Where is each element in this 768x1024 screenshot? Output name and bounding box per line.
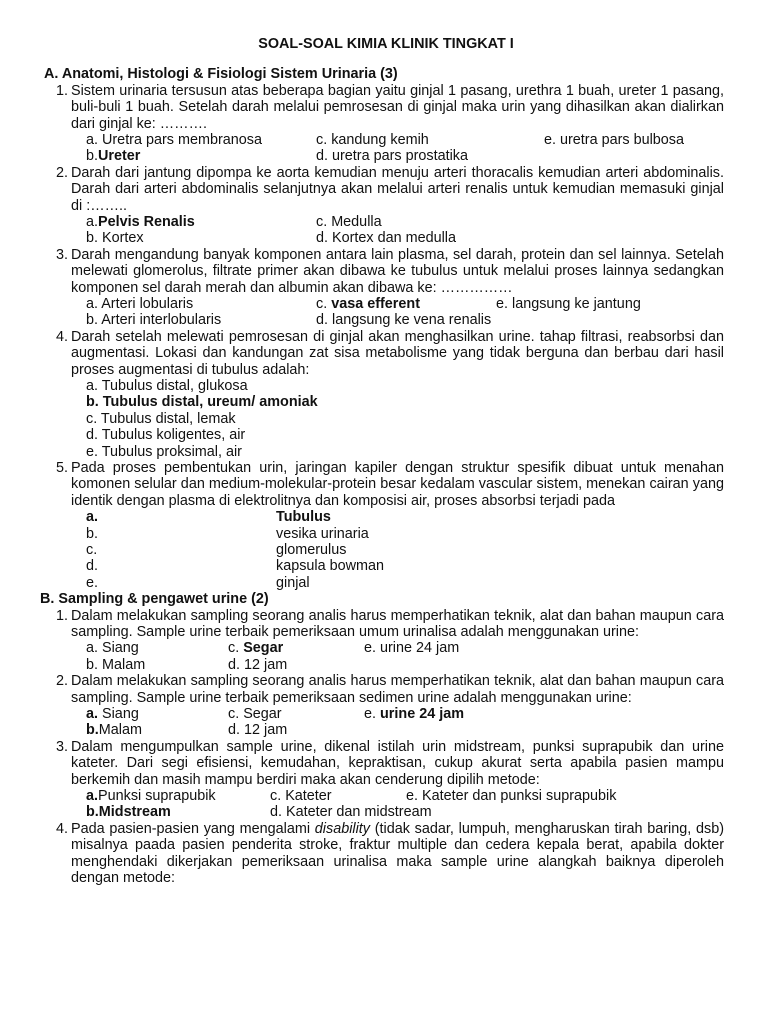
option-label: b. — [86, 148, 99, 165]
option-text: Midstream — [98, 804, 171, 821]
option-e: e. uretra pars bulbosa — [544, 132, 684, 149]
option-text: kapsula bowman — [276, 558, 384, 575]
options-b2 — [44, 706, 724, 739]
option-text: Punksi suprapubik — [98, 787, 216, 804]
option-d — [86, 558, 724, 574]
options-a3 — [44, 296, 724, 329]
question-a3 — [44, 247, 724, 296]
emphasized-term: disability — [314, 820, 370, 837]
option-c — [228, 640, 364, 656]
option-a — [86, 509, 724, 525]
question-b1 — [44, 608, 724, 641]
section-b-heading: B. Sampling & pengawet urine (2) — [40, 591, 269, 608]
options-a2 — [44, 214, 724, 247]
option-label: e. — [86, 574, 99, 591]
option-b: b. Kortex — [86, 230, 144, 247]
options-a5 — [44, 509, 724, 591]
option-label: a. — [86, 509, 99, 526]
option-c: c. kandung kemih — [316, 132, 429, 149]
option-e: e. Tubulus proksimal, air — [86, 443, 242, 460]
option-text: urine 24 jam — [380, 705, 464, 722]
options-a4 — [44, 378, 724, 460]
option-label: b. — [86, 525, 99, 542]
question-number: 1. — [55, 82, 68, 99]
option-e — [86, 575, 724, 591]
question-b2 — [44, 673, 724, 706]
option-d: d. Kateter dan midstream — [270, 804, 432, 821]
section-a-heading: A. Anatomi, Histologi & Fisiologi Sistem Urinaria (3) — [44, 66, 398, 83]
document-page — [40, 36, 724, 886]
option-label: c. — [316, 296, 328, 313]
option-text: Ureter — [98, 148, 141, 165]
option-text: Pelvis Renalis — [98, 214, 195, 231]
option-b — [86, 804, 270, 820]
option-text: Siang — [102, 705, 139, 722]
option-d: d. 12 jam — [228, 722, 288, 739]
option-text: Malam — [98, 722, 142, 739]
option-label: b. — [86, 722, 99, 739]
options-b1 — [44, 640, 724, 673]
option-d: d. uretra pars prostatika — [316, 148, 468, 165]
option-c: c. Medulla — [316, 214, 382, 231]
options-a1 — [44, 132, 724, 165]
question-text: Darah setelah melewati pemrosesan di ginjal akan menghasilkan urine. tahap filtrasi, reabsorbsi dan augmentasi. Lokasi dan kandungan zat sisa metabolisme yang tidak berguna dan berbau dari hasil proses augmentasi di tubulus adalah: — [71, 328, 724, 378]
option-label: a. — [86, 705, 99, 722]
option-a: a. Uretra pars membranosa — [86, 132, 262, 149]
question-text-part: Pada pasien-pasien yang mengalami — [71, 820, 311, 837]
option-d: d. Tubulus koligentes, air — [86, 427, 246, 444]
option-label: c. — [228, 640, 240, 657]
option-a — [86, 214, 316, 230]
option-b: b. Tubulus distal, ureum/ amoniak — [86, 394, 318, 411]
option-e: e. Kateter dan punksi suprapubik — [406, 787, 617, 804]
option-text: vesika urinaria — [276, 525, 369, 542]
question-text-part: (tidak sadar, lumpuh, mengharuskan tirah baring, dsb) misalnya paada pasien penderita stroke, fraktur multiple dan cedera kepala berat, apabila dokter menghendaki dikerjakan pemeriksaan urinalisa maka sample urine alangkah baiknya diperoleh dengan metode: — [71, 820, 724, 886]
question-number: 4. — [55, 820, 68, 837]
option-label: c. — [86, 541, 98, 558]
question-text: Pada proses pembentukan urin, jaringan kapiler dengan struktur spesifik dibuat untuk menahan komonen selular dan medium-molekular-protein besar kedalam vascular sistem, menekan cairan yang identik dengan plasma di elektrolitnya dan komposisi air, proses absorbsi terjadi pada — [71, 459, 724, 509]
option-b — [86, 722, 228, 738]
question-text: Sistem urinaria tersusun atas beberapa bagian yaitu ginjal 1 pasang, urethra 1 buah, ureter 1 pasang, buli-buli 1 buah. Setelah darah melalui pemrosesan di ginjal maka urin yang dihasilkan akan dialirkan dari ginjal ke: ………. — [71, 82, 724, 132]
question-b3 — [44, 739, 724, 788]
option-c — [86, 542, 724, 558]
question-number: 2. — [55, 673, 68, 690]
option-text: ginjal — [276, 574, 310, 591]
question-number: 4. — [55, 328, 68, 345]
option-text: Tubulus — [276, 509, 331, 526]
option-text: vasa efferent — [331, 296, 420, 313]
question-number: 2. — [55, 164, 68, 181]
option-c: c. Tubulus distal, lemak — [86, 410, 236, 427]
question-number: 3. — [55, 738, 68, 755]
option-c: c. Segar — [228, 705, 282, 722]
option-label: e. — [364, 705, 377, 722]
option-a — [86, 706, 228, 722]
question-text: Darah dari jantung dipompa ke aorta kemudian menuju arteri thoracalis kemudian arteri abdominalis. Darah dari arteri abdominalis selanjutnya akan melalui arteri renalis untuk kemudian memasuki ginjal di :…….. — [71, 164, 724, 214]
option-text: glomerulus — [276, 541, 347, 558]
option-e: e. urine 24 jam — [364, 640, 460, 657]
option-b — [86, 526, 724, 542]
option-d: d. langsung ke vena renalis — [316, 312, 492, 329]
option-label: a. — [86, 214, 99, 231]
option-label: d. — [86, 558, 99, 575]
option-label: b. — [86, 804, 99, 821]
question-a2 — [44, 165, 724, 214]
option-a: a. Tubulus distal, glukosa — [86, 378, 248, 395]
question-text: Dalam melakukan sampling seorang analis harus memperhatikan teknik, alat dan bahan maupun cara sampling. Sample urine terbaik pemeriksaan umum urinalisa adalah menggunakan urine: — [71, 607, 724, 640]
option-e — [364, 706, 464, 722]
option-b — [86, 148, 316, 164]
question-text: Darah mengandung banyak komponen antara lain plasma, sel darah, protein dan sel lainnya. Setelah melewati glomerolus, filtrate primer akan dibawa ke tubulus untuk melalui proses lainnya sedangkan komponen sel darah merah dan albumin akan dibawa ke: …………… — [71, 246, 724, 296]
option-text: Segar — [243, 640, 284, 657]
question-text — [71, 821, 724, 887]
question-a1 — [44, 83, 724, 132]
question-a4 — [44, 329, 724, 378]
option-label: a. — [86, 787, 99, 804]
question-number: 5. — [55, 459, 68, 476]
option-a: a. Arteri lobularis — [86, 296, 194, 313]
question-a5 — [44, 460, 724, 509]
option-b: b. Arteri interlobularis — [86, 312, 222, 329]
option-b: b. Malam — [86, 656, 146, 673]
option-d: d. Kortex dan medulla — [316, 230, 456, 247]
options-b3 — [44, 788, 724, 821]
page-title: SOAL-SOAL KIMIA KLINIK TINGKAT I — [258, 36, 514, 52]
question-number: 1. — [55, 607, 68, 624]
option-a: a. Siang — [86, 640, 139, 657]
option-d: d. 12 jam — [228, 656, 288, 673]
question-number: 3. — [55, 246, 68, 263]
question-b4 — [44, 821, 724, 887]
option-c — [316, 296, 496, 312]
option-c: c. Kateter — [270, 787, 332, 804]
option-a — [86, 788, 270, 804]
option-e: e. langsung ke jantung — [496, 296, 641, 313]
question-text: Dalam melakukan sampling seorang analis harus memperhatikan teknik, alat dan bahan maupun cara sampling. Sample urine terbaik pemeriksaan sedimen urine adalah menggunakan urine: — [71, 673, 724, 706]
question-text: Dalam mengumpulkan sample urine, dikenal istilah urin midstream, punksi suprapubik dan urine kateter. Dari segi efisiensi, kemudahan, kepraktisan, cukup akurat serta apabila pasien mampu berkemih dan masih mampu berdiri maka akan cenderung dipilih metode: — [71, 738, 724, 788]
